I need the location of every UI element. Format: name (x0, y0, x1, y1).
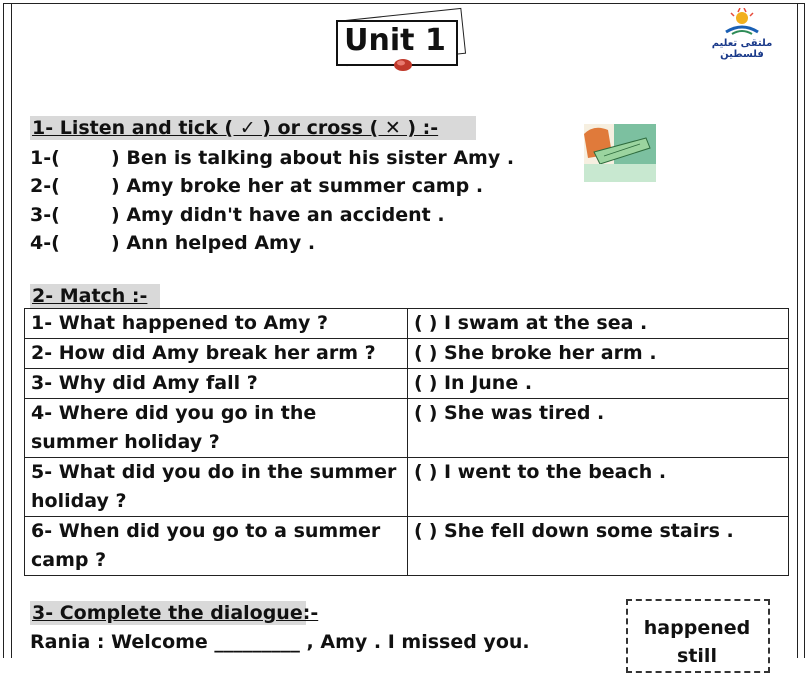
match-blank[interactable]: ( (414, 520, 423, 542)
page-border-right-outer (804, 3, 805, 658)
table-row (25, 399, 789, 458)
question-cell: 2- How did Amy break her arm ? (25, 339, 408, 369)
match-blank[interactable]: ( (414, 372, 423, 394)
word-bank-box (626, 599, 768, 669)
answer-text: ) I swam at the sea . (428, 312, 648, 334)
pushpin-icon (392, 56, 414, 74)
item-text: ) Ann helped Amy . (111, 232, 316, 254)
answer-text: ) In June . (428, 372, 533, 394)
section3-heading: 3- Complete the dialogue:- (32, 602, 319, 624)
word-bank-item: happened (643, 617, 751, 639)
question-cell: 4- Where did you go in the summer holiday ? (25, 399, 408, 458)
logo-text: ملتقى تعليم فلسطين (711, 38, 773, 60)
match-blank[interactable]: ( (414, 402, 423, 424)
list-item (30, 146, 514, 170)
page-border-left (3, 3, 4, 658)
list-item (30, 231, 315, 255)
page-border-left-inner (11, 3, 12, 658)
answer-text: ) I went to the beach . (428, 461, 667, 483)
table-row (25, 369, 789, 399)
answer-text: ) She broke her arm . (428, 342, 657, 364)
question-cell: 3- Why did Amy fall ? (25, 369, 408, 399)
answer-text: ) She fell down some stairs . (428, 520, 734, 542)
section2-heading: 2- Match :- (30, 284, 160, 308)
question-cell: 1- What happened to Amy ? (25, 309, 408, 339)
list-item (30, 174, 483, 198)
page-border-right (797, 3, 798, 658)
page-title: Unit 1 (344, 23, 446, 58)
match-blank[interactable]: ( (414, 312, 423, 334)
table-row (25, 517, 789, 576)
dialogue-line[interactable]: Rania : Welcome _________ , Amy . I missed you. (30, 631, 530, 653)
site-logo (696, 8, 788, 58)
item-text: ) Ben is talking about his sister Amy . (111, 147, 515, 169)
item-number: 2-( (30, 175, 60, 197)
answer-text: ) She was tired . (428, 402, 605, 424)
match-table (24, 308, 789, 576)
answer-cell (408, 339, 789, 369)
item-text: ) Amy broke her at summer camp . (111, 175, 484, 197)
answer-cell (408, 458, 789, 517)
table-row (25, 458, 789, 517)
logo-icon (696, 8, 788, 38)
question-cell: 6- When did you go to a summer camp ? (25, 517, 408, 576)
item-number: 3-( (30, 204, 60, 226)
question-cell: 5- What did you do in the summer holiday ? (25, 458, 408, 517)
answer-cell (408, 309, 789, 339)
word-bank-item: still (677, 645, 717, 667)
match-blank[interactable]: ( (414, 461, 423, 483)
item-number: 4-( (30, 232, 60, 254)
item-text: ) Amy didn't have an accident . (111, 204, 445, 226)
item-number: 1-( (30, 147, 60, 169)
table-row (25, 309, 789, 339)
section1-heading: 1- Listen and tick ( ✓ ) or cross ( ✕ ) :- (30, 116, 476, 140)
match-blank[interactable]: ( (414, 342, 423, 364)
page-border-top (3, 3, 805, 4)
table-row (25, 339, 789, 369)
answer-cell (408, 399, 789, 458)
answer-cell (408, 517, 789, 576)
answer-cell (408, 369, 789, 399)
list-item (30, 203, 445, 227)
girl-with-cast-illustration (584, 124, 656, 182)
